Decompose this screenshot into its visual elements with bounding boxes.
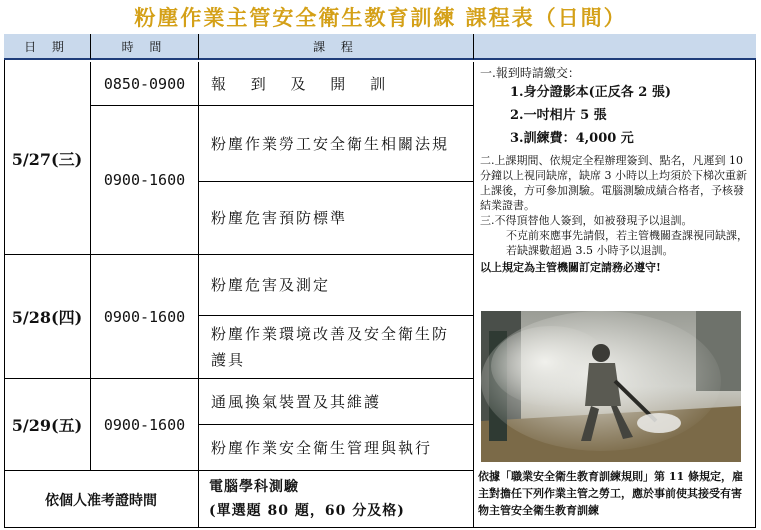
worker-dust-photo [481, 311, 741, 462]
note-req-2: 2.一吋相片 5 張 [510, 108, 607, 123]
time-day1-b: 0900-1600 [91, 106, 199, 255]
exam-time-label: 依個人准考證時間 [4, 471, 199, 528]
header-course: 課 程 [199, 34, 474, 60]
header-date: 日 期 [4, 34, 91, 60]
time-day1-a: 0850-0900 [91, 62, 199, 106]
date-day1: 5/27(三) [4, 62, 91, 255]
course-day3-1: 通風換氣裝置及其維護 [199, 379, 474, 425]
note-bold: 以上規定為主管機關訂定請務必遵守! [480, 261, 661, 274]
course-day1-2: 粉塵作業勞工安全衛生相關法規 [199, 106, 474, 182]
time-day2: 0900-1600 [91, 255, 199, 379]
time-day3: 0900-1600 [91, 379, 199, 471]
note-4: 不克前來應事先請假，若主管機關查課視同缺課，若缺課數超過 3.5 小時予以退訓。 [506, 229, 748, 257]
exam-line1: 電腦學科測驗 [209, 479, 299, 495]
note-req-3: 3.訓練費：4,000 元 [510, 131, 634, 146]
note-2: 二.上課期間、依規定全程辦理簽到、點名，凡遲到 10 分鐘以上視同缺席，缺席 3 小時以上均須於下梯次重新上課後，方可參加測驗。電腦測驗成績合格者，予核發結業證書。 [480, 154, 747, 212]
regulation-note: 依據「職業安全衛生教育訓練規則」第 11 條規定，雇主對擔任下列作業主管之勞工，應於事前使其接受有害物主管安全衛生教育訓練 [478, 470, 743, 517]
course-day1-1: 報 到 及 開 訓 [199, 62, 474, 106]
course-day1-3: 粉塵危害預防標準 [199, 182, 474, 255]
note-req-1: 1.身分證影本(正反各 2 張) [510, 85, 671, 100]
course-day3-2: 粉塵作業安全衛生管理與執行 [199, 425, 474, 471]
date-day2: 5/28(四) [4, 255, 91, 379]
note-3: 三.不得頂替他人簽到，如被發現予以退訓。 [480, 214, 693, 227]
header-notes [474, 34, 756, 60]
course-day2-2: 粉塵作業環境改善及安全衛生防護具 [199, 316, 474, 379]
date-day3: 5/29(五) [4, 379, 91, 471]
header-time: 時 間 [91, 34, 199, 60]
course-day2-1: 粉塵危害及測定 [199, 255, 474, 316]
note-1: 一.報到時請繳交： [480, 66, 580, 80]
exam-line2: (單選題 80 題，60 分及格) [209, 503, 405, 519]
page-title: 粉塵作業主管安全衛生教育訓練 課程表（日間） [134, 5, 627, 30]
exam-description [199, 471, 474, 528]
